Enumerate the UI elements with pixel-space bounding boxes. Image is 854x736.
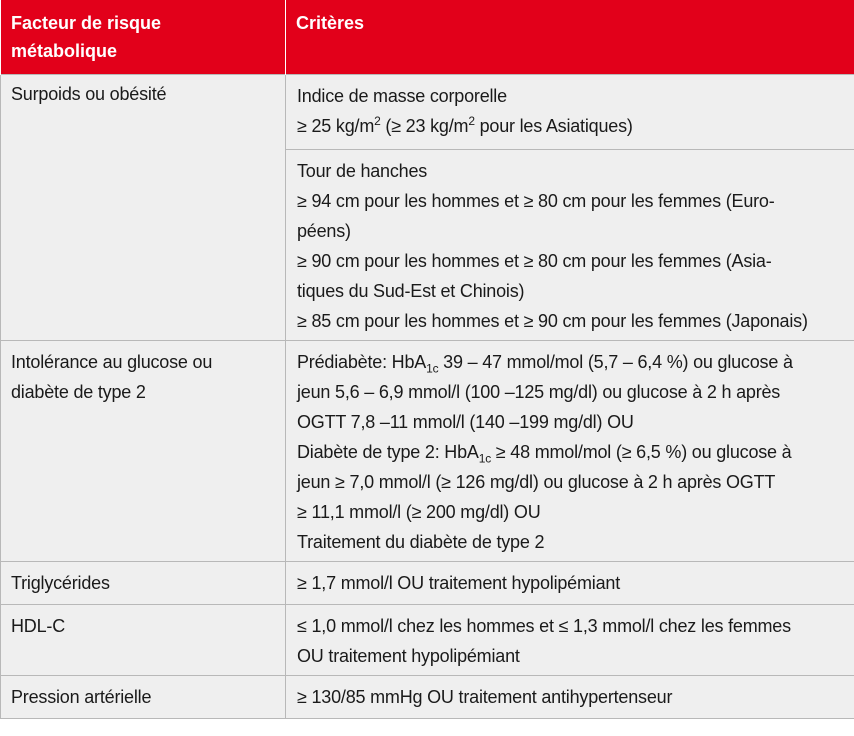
criteria-line: jeun 5,6 – 6,9 mmol/l (100 –125 mg/dl) ou glucose à 2 h après — [297, 382, 781, 402]
criteria-line: tiques du Sud-Est et Chinois) — [297, 281, 525, 301]
criteria-line: jeun ≥ 7,0 mmol/l (≥ 126 mg/dl) ou glucose à 2 h après OGTT — [297, 472, 776, 492]
criteria-cell — [286, 341, 854, 562]
table-body — [1, 75, 854, 719]
criteria-line: Indice de masse corporelle — [297, 86, 507, 106]
criteria-line: ≤ 1,0 mmol/l chez les hommes et ≤ 1,3 mmol/l chez les femmes — [297, 616, 791, 636]
table-row-overweight — [1, 75, 854, 150]
table-row-glucose — [1, 341, 854, 562]
criteria-line: péens) — [297, 221, 351, 241]
criteria-cell: ≥ 1,7 mmol/l OU traitement hypolipémiant — [286, 562, 854, 605]
factor-cell — [1, 341, 286, 562]
header-risk-factor-line1: Facteur de risque — [11, 13, 162, 33]
factor-line: Intolérance au glucose ou — [11, 352, 213, 372]
table-row-hdl — [1, 605, 854, 676]
criteria-line — [297, 347, 844, 377]
criteria-text: ≥ 25 kg/m — [297, 116, 375, 136]
criteria-line: OGTT 7,8 –11 mmol/l (140 –199 mg/dl) OU — [297, 412, 634, 432]
table-row-triglycerides — [1, 562, 854, 605]
factor-cell: HDL-C — [1, 605, 286, 676]
criteria-line: ≥ 90 cm pour les hommes et ≥ 80 cm pour les femmes (Asia- — [297, 251, 772, 271]
header-row — [1, 0, 854, 75]
criteria-line: Tour de hanches — [297, 161, 428, 181]
criteria-text: 39 – 47 mmol/mol (5,7 – 6,4 %) ou glucose à — [438, 352, 793, 372]
criteria-line: ≥ 94 cm pour les hommes et ≥ 80 cm pour les femmes (Euro- — [297, 191, 775, 211]
criteria-line: ≥ 11,1 mmol/l (≥ 200 mg/dl) OU — [297, 502, 541, 522]
criteria-text: ≥ 48 mmol/mol (≥ 6,5 %) ou glucose à — [491, 442, 792, 462]
criteria-cell: ≥ 130/85 mmHg OU traitement antihypertenseur — [286, 676, 854, 719]
table-row-blood-pressure — [1, 676, 854, 719]
criteria-text: (≥ 23 kg/m — [380, 116, 469, 136]
subscript: 1c — [426, 361, 439, 376]
criteria-line: Traitement du diabète de type 2 — [297, 532, 545, 552]
factor-cell: Pression artérielle — [1, 676, 286, 719]
criteria-line: ≥ 85 cm pour les hommes et ≥ 90 cm pour les femmes (Japonais) — [297, 311, 808, 331]
header-risk-factor — [1, 0, 286, 75]
criteria-line — [297, 111, 844, 141]
criteria-line: OU traitement hypolipémiant — [297, 646, 520, 666]
criteria-text: Diabète de type 2: HbA — [297, 442, 479, 462]
criteria-cell — [286, 605, 854, 676]
factor-cell: Surpoids ou obésité — [1, 75, 286, 341]
header-criteria: Critères — [286, 0, 854, 75]
factor-cell: Triglycérides — [1, 562, 286, 605]
criteria-text: Prédiabète: HbA — [297, 352, 427, 372]
superscript: 2 — [374, 114, 381, 128]
superscript: 2 — [468, 114, 475, 128]
factor-line: diabète de type 2 — [11, 382, 146, 402]
criteria-cell-bmi — [286, 75, 854, 150]
subscript: 1c — [478, 451, 491, 466]
criteria-line — [297, 437, 844, 467]
header-risk-factor-line2: métabolique — [11, 41, 118, 61]
criteria-text: pour les Asiatiques) — [474, 116, 633, 136]
criteria-cell-waist — [286, 150, 854, 341]
table-header — [1, 0, 854, 75]
